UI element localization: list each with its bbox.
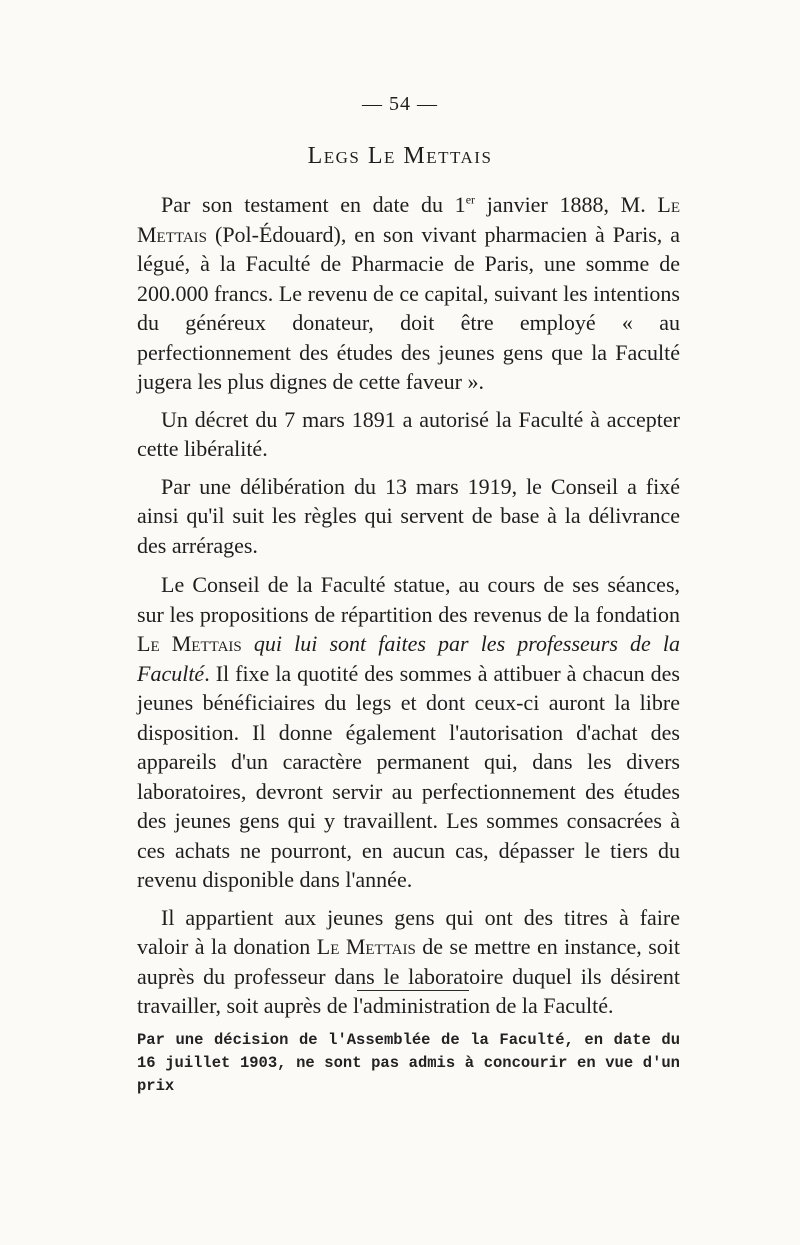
footnote-line: Par une décision de l'Assemblée de la Faculté, en date du xyxy=(137,1031,680,1049)
paragraph-council xyxy=(137,570,680,895)
paragraph-application xyxy=(137,903,680,1021)
paragraph-text: Il appartient aux jeunes gens qui ont des titres à faire valoir à la donation xyxy=(137,904,680,959)
paragraph-decree: Un décret du 7 mars 1891 a autorisé la Faculté à accepter cette libéralité. xyxy=(137,406,680,461)
superscript: er xyxy=(465,192,476,207)
page-number: — 54 — xyxy=(362,93,438,115)
paragraph-text: Par son testament en date du 1 xyxy=(161,192,466,217)
page-title: Legs Le Mettais xyxy=(307,143,493,169)
donor-name: Le Mettais xyxy=(137,192,680,247)
body-text xyxy=(137,190,680,1029)
paragraph-text: de se mettre en instance, soit auprès du professeur dans le laboratoire duquel ils désirent travailler, soit auprès de l'administration de la Faculté. xyxy=(137,934,680,1018)
emphasis-text: qui lui sont faites par les professeurs de la Faculté xyxy=(137,631,681,686)
section-divider xyxy=(357,990,469,991)
footnote xyxy=(137,1029,680,1098)
donor-name: Le Mettais xyxy=(316,934,416,959)
footnote-line: 16 juillet 1903, ne sont pas admis à concourir en vue d'un prix xyxy=(137,1054,680,1095)
paragraph-text: (Pol-Édouard), en son vivant pharmacien à Paris, a légué, à la Faculté de Pharmacie de Paris, une somme de 200.000 francs. Le revenu de ce capital, suivant les intentions du généreux donateur, doit être employé « au perfectionnement des études des jeunes gens que la Faculté jugera les plus dignes de cette faveur ». xyxy=(137,221,680,394)
paragraph-testament xyxy=(137,190,680,397)
paragraph-text: janvier 1888, M. xyxy=(475,192,658,217)
paragraph-deliberation: Par une délibération du 13 mars 1919, le Conseil a fixé ainsi qu'il suit les règles qui servent de base à la délivrance des arrérages. xyxy=(137,473,680,558)
paragraph-text: . Il fixe la quotité des sommes à attibuer à chacun des jeunes bénéficiaires du legs et dont ceux-ci auront la libre disposition. Il donne également l'autorisation d'achat des appareils d'un caractère permanent qui, dans les divers laboratoires, devront servir au perfectionnement des études des jeunes gens qui y travaillent. Les sommes consacrées à ces achats ne pourront, en aucun cas, dépasser le tiers du revenu disponible dans l'année. xyxy=(137,660,680,892)
paragraph-text: Le Conseil de la Faculté statue, au cours de ses séances, sur les propositions de répartition des revenus de la fondation xyxy=(137,572,680,627)
donor-name: Le Mettais xyxy=(137,631,242,656)
